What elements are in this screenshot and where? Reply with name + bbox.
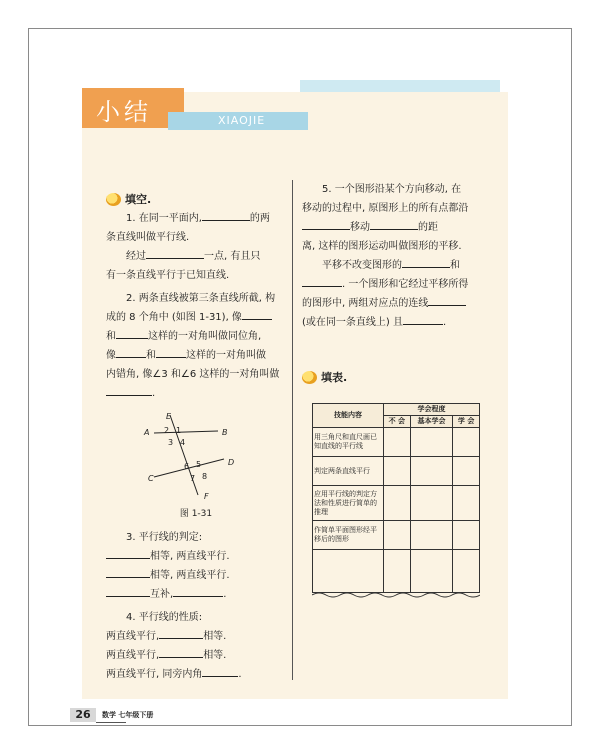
table-row [313, 486, 480, 521]
check-cell[interactable] [410, 550, 453, 593]
left-column [106, 190, 286, 684]
q1-line: 条直线叫做平行线. [106, 232, 190, 243]
pencil-icon [106, 193, 121, 206]
answer-blank[interactable] [146, 248, 204, 259]
answer-blank[interactable] [302, 276, 342, 287]
skill-cell: 应用平行线的判定方法和性质进行简单的推理 [313, 486, 384, 521]
check-cell[interactable] [384, 457, 411, 486]
q5-line: 离, 这样的图形运动叫做图形的平移. [302, 241, 462, 252]
q5-line: 的图形中, 两组对应点的连线 [302, 294, 498, 313]
check-cell[interactable] [384, 550, 411, 593]
torn-edge [312, 591, 480, 599]
section-subtitle: XIAOJIE [218, 114, 266, 127]
answer-blank[interactable] [242, 309, 272, 320]
book-title: 数学 七年级下册 [102, 711, 154, 719]
q4-line: 两直线平行, 相等. [106, 627, 286, 646]
q1-line: 有一条直线平行于已知直线. [106, 270, 230, 281]
table-row [313, 550, 480, 593]
check-cell[interactable] [410, 428, 453, 457]
column-divider [292, 180, 293, 680]
point-label: B [222, 428, 228, 437]
check-cell[interactable] [453, 457, 480, 486]
answer-blank[interactable] [159, 647, 203, 658]
answer-blank[interactable] [302, 219, 350, 230]
angle-label: 3 [168, 438, 174, 447]
angle-label: 1 [176, 426, 182, 435]
answer-blank[interactable] [116, 328, 148, 339]
table-row [313, 457, 480, 486]
check-cell[interactable] [410, 457, 453, 486]
angle-label: 2 [164, 426, 170, 435]
q5-line: . 一个图形和它经过平移所得 [302, 275, 498, 294]
skill-cell: 判定两条直线平行 [313, 457, 384, 486]
table-header-level-option: 学 会 [453, 416, 480, 428]
table-header-level-option: 不 会 [384, 416, 411, 428]
table-heading: 填表. [302, 368, 498, 387]
q5-line: 移动 的距 [302, 218, 498, 237]
table-header-skill: 技能内容 [313, 404, 384, 428]
point-label: D [228, 458, 235, 467]
check-cell[interactable] [410, 521, 453, 550]
angle-label: 4 [180, 438, 186, 447]
skill-cell: 用三角尺和直尺画已知直线的平行线 [313, 428, 384, 457]
answer-blank[interactable] [106, 567, 150, 578]
answer-blank[interactable] [428, 295, 466, 306]
section-title: 小结 [96, 98, 152, 126]
point-label: E [166, 412, 172, 421]
answer-blank[interactable] [106, 385, 152, 396]
pencil-icon [302, 371, 317, 384]
q4-line: 两直线平行, 同旁内角 . [106, 665, 286, 684]
q3-line: 互补, . [106, 585, 286, 604]
check-cell[interactable] [410, 486, 453, 521]
banner-stripe [300, 80, 500, 92]
page-number: 26 [70, 708, 96, 722]
table-row [313, 521, 480, 550]
fill-heading: 填空. [106, 190, 286, 209]
answer-blank[interactable] [202, 666, 238, 677]
q4-title: 4. 平行线的性质: [126, 612, 203, 623]
skill-cell [313, 550, 384, 593]
skills-table-wrap [312, 403, 480, 593]
q3-line: 相等, 两直线平行. [106, 547, 286, 566]
point-label: A [144, 428, 150, 437]
q5-line: 移动的过程中, 原图形上的所有点都沿 [302, 203, 469, 214]
q2-line: . [106, 384, 286, 403]
check-cell[interactable] [384, 486, 411, 521]
q1-line: 1. 在同一平面内, 的两 [106, 209, 286, 228]
check-cell[interactable] [453, 550, 480, 593]
answer-blank[interactable] [159, 628, 203, 639]
q3-line: 相等, 两直线平行. [106, 566, 286, 585]
check-cell[interactable] [453, 521, 480, 550]
answer-blank[interactable] [173, 586, 223, 597]
q4-line: 两直线平行, 相等. [106, 646, 286, 665]
table-header-level-option: 基本学会 [410, 416, 453, 428]
angle-label: 5 [196, 460, 202, 469]
skills-table [312, 403, 480, 593]
footer-rule [96, 722, 126, 723]
right-column [302, 180, 498, 593]
skill-cell: 作简单平面图形经平移后的图形 [313, 521, 384, 550]
answer-blank[interactable] [106, 586, 150, 597]
point-label: F [204, 492, 209, 501]
figure-1-31 [106, 407, 286, 503]
q2-line: 成的 8 个角中 (如图 1-31), 像 [106, 308, 286, 327]
angle-label: 7 [190, 474, 196, 483]
answer-blank[interactable] [106, 548, 150, 559]
check-cell[interactable] [453, 428, 480, 457]
q5-line: 平移不改变图形的 和 [302, 256, 498, 275]
table-header-level: 学会程度 [384, 404, 480, 416]
answer-blank[interactable] [370, 219, 418, 230]
check-cell[interactable] [453, 486, 480, 521]
figure-caption: 图 1-31 [179, 509, 213, 519]
answer-blank[interactable] [156, 347, 186, 358]
q3-title: 3. 平行线的判定: [126, 532, 203, 543]
q2-line: 像 和 这样的一对角叫做 [106, 346, 286, 365]
answer-blank[interactable] [116, 347, 146, 358]
check-cell[interactable] [384, 428, 411, 457]
answer-blank[interactable] [202, 210, 250, 221]
q2-line: 内错角, 像∠3 和∠6 这样的一对角叫做 [106, 369, 280, 380]
q5-line: (或在同一条直线上) 且 . [302, 313, 498, 332]
check-cell[interactable] [384, 521, 411, 550]
table-row [313, 428, 480, 457]
q2-line: 和 这样的一对角叫做同位角, [106, 327, 286, 346]
angle-label: 8 [202, 472, 208, 481]
point-label: C [148, 474, 154, 483]
q2-line: 2. 两条直线被第三条直线所截, 构 [126, 293, 276, 304]
answer-blank[interactable] [402, 257, 450, 268]
q1-line: 经过 一点, 有且只 [106, 247, 286, 266]
angle-label: 6 [184, 462, 190, 471]
q5-line: 5. 一个图形沿某个方向移动, 在 [322, 184, 462, 195]
answer-blank[interactable] [403, 314, 443, 325]
